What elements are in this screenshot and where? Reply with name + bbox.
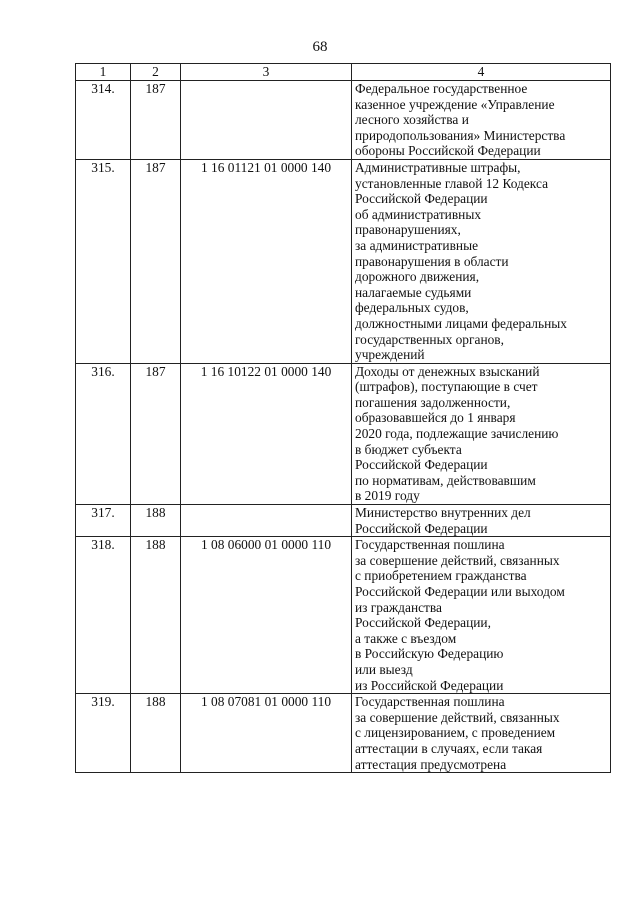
budget-code-cell bbox=[181, 81, 352, 160]
row-number-cell: 317. bbox=[76, 505, 131, 537]
column-header-4: 4 bbox=[352, 64, 611, 81]
description-cell: Административные штрафы, установленные главой 12 Кодекса Российской Федерации об административных правонарушениях, за административные правонарушения в области дорожного движения, налагаемые судьями федеральных судов, должностными лицами федеральных государственных органов, учреждений bbox=[352, 159, 611, 363]
table-row bbox=[76, 81, 611, 160]
admin-code-cell: 187 bbox=[131, 363, 181, 504]
table-row bbox=[76, 505, 611, 537]
admin-code-cell: 188 bbox=[131, 694, 181, 773]
row-number-cell: 316. bbox=[76, 363, 131, 504]
description-cell: Доходы от денежных взысканий (штрафов), поступающие в счет погашения задолженности, образовавшейся до 1 января 2020 года, подлежащие зачислению в бюджет субъекта Российской Федерации по нормативам, действовавшим в 2019 году bbox=[352, 363, 611, 504]
table-row bbox=[76, 537, 611, 694]
table-row bbox=[76, 363, 611, 504]
budget-code-cell: 1 08 07081 01 0000 110 bbox=[181, 694, 352, 773]
row-number-cell: 319. bbox=[76, 694, 131, 773]
admin-code-cell: 187 bbox=[131, 159, 181, 363]
page-number: 68 bbox=[312, 39, 328, 55]
document-table bbox=[75, 63, 611, 773]
description-cell: Государственная пошлина за совершение действий, связанных с приобретением гражданства Российской Федерации или выходом из гражданства Российской Федерации, а также с въездом в Российскую Федерацию или выезд из Российской Федерации bbox=[352, 537, 611, 694]
row-number-cell: 315. bbox=[76, 159, 131, 363]
description-cell: Федеральное государственное казенное учреждение «Управление лесного хозяйства и природопользования» Министерства обороны Российской Федерации bbox=[352, 81, 611, 160]
description-cell: Государственная пошлина за совершение действий, связанных с лицензированием, с проведением аттестации в случаях, если такая аттестация предусмотрена bbox=[352, 694, 611, 773]
table-header-row bbox=[76, 64, 611, 81]
column-header-2: 2 bbox=[131, 64, 181, 81]
admin-code-cell: 188 bbox=[131, 505, 181, 537]
table-header bbox=[76, 64, 611, 81]
column-header-1: 1 bbox=[76, 64, 131, 81]
budget-code-cell bbox=[181, 505, 352, 537]
row-number-cell: 314. bbox=[76, 81, 131, 160]
budget-code-cell: 1 16 10122 01 0000 140 bbox=[181, 363, 352, 504]
description-cell: Министерство внутренних дел Российской Федерации bbox=[352, 505, 611, 537]
budget-code-cell: 1 16 01121 01 0000 140 bbox=[181, 159, 352, 363]
admin-code-cell: 187 bbox=[131, 81, 181, 160]
admin-code-cell: 188 bbox=[131, 537, 181, 694]
table-row bbox=[76, 694, 611, 773]
budget-code-cell: 1 08 06000 01 0000 110 bbox=[181, 537, 352, 694]
row-number-cell: 318. bbox=[76, 537, 131, 694]
column-header-3: 3 bbox=[181, 64, 352, 81]
table-row bbox=[76, 159, 611, 363]
